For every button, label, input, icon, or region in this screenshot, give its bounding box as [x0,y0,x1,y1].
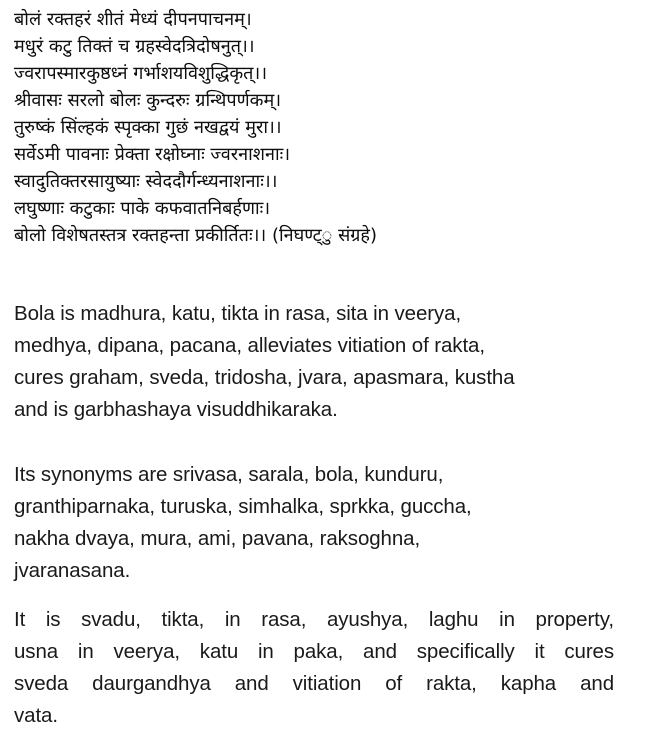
verse-line: मधुरं कटु तिक्तं च ग्रहस्वेदत्रिदोषनुत्।। [14,36,255,57]
text-line: and is garbhashaya visuddhikaraka. [14,398,338,421]
text-line: cures graham, sveda, tridosha, jvara, apasmara, kustha [14,366,515,389]
document-page [14,0,634,727]
text-line: Bola is madhura, katu, tikta in rasa, sita in veerya, [14,302,462,325]
text-line: granthiparnaka, turuska, simhalka, sprkka, guccha, [14,495,472,518]
verse-line: लघुष्णाः कटुकाः पाके कफवातनिबर्हणाः। [14,198,271,219]
text-line: jvaranasana. [14,559,131,582]
properties-paragraph [14,298,634,426]
verse-line: सर्वेऽमी पावनाः प्रेक्ता रक्षोघ्नाः ज्वरनाशनाः। [14,144,291,165]
verse-line: स्वादुतिक्तरसायुष्याः स्वेददौर्गन्ध्यनाशनाः।। [14,171,278,192]
text-line: Its synonyms are srivasa, sarala, bola, kunduru, [14,463,444,486]
text-line: nakha dvaya, mura, ami, pavana, raksoghna, [14,527,421,550]
sanskrit-verse [14,0,634,249]
verse-line: तुरुष्कं सिंल्हकं स्पृक्का गुछं नखद्वयं मुरा।। [14,117,282,138]
synonyms-paragraph [14,459,634,587]
actions-paragraph [14,604,614,732]
text-line: It is svadu, tikta, in rasa, ayushya, laghu in property, [14,608,614,631]
text-line: usna in veerya, katu in paka, and specifically it cures [14,640,614,663]
text-line: vata. [14,704,58,727]
text-line: sveda daurgandhya and vitiation of rakta, kapha and [14,672,614,695]
verse-line: श्रीवासः सरलो बोलः कुन्दरुः ग्रन्थिपर्णकम्। [14,90,282,111]
verse-line: बोलं रक्तहरं शीतं मेध्यं दीपनपाचनम्। [14,9,252,30]
text-line: medhya, dipana, pacana, alleviates vitiation of rakta, [14,334,485,357]
verse-line: ज्वरापस्मारकुष्ठध्नं गर्भाशयविशुद्धिकृत्।। [14,63,268,84]
verse-line-source: बोलो विशेषतस्तत्र रक्तहन्ता प्रकीर्तितः।। (निघण्ट्ु संग्रहे) [14,225,377,246]
